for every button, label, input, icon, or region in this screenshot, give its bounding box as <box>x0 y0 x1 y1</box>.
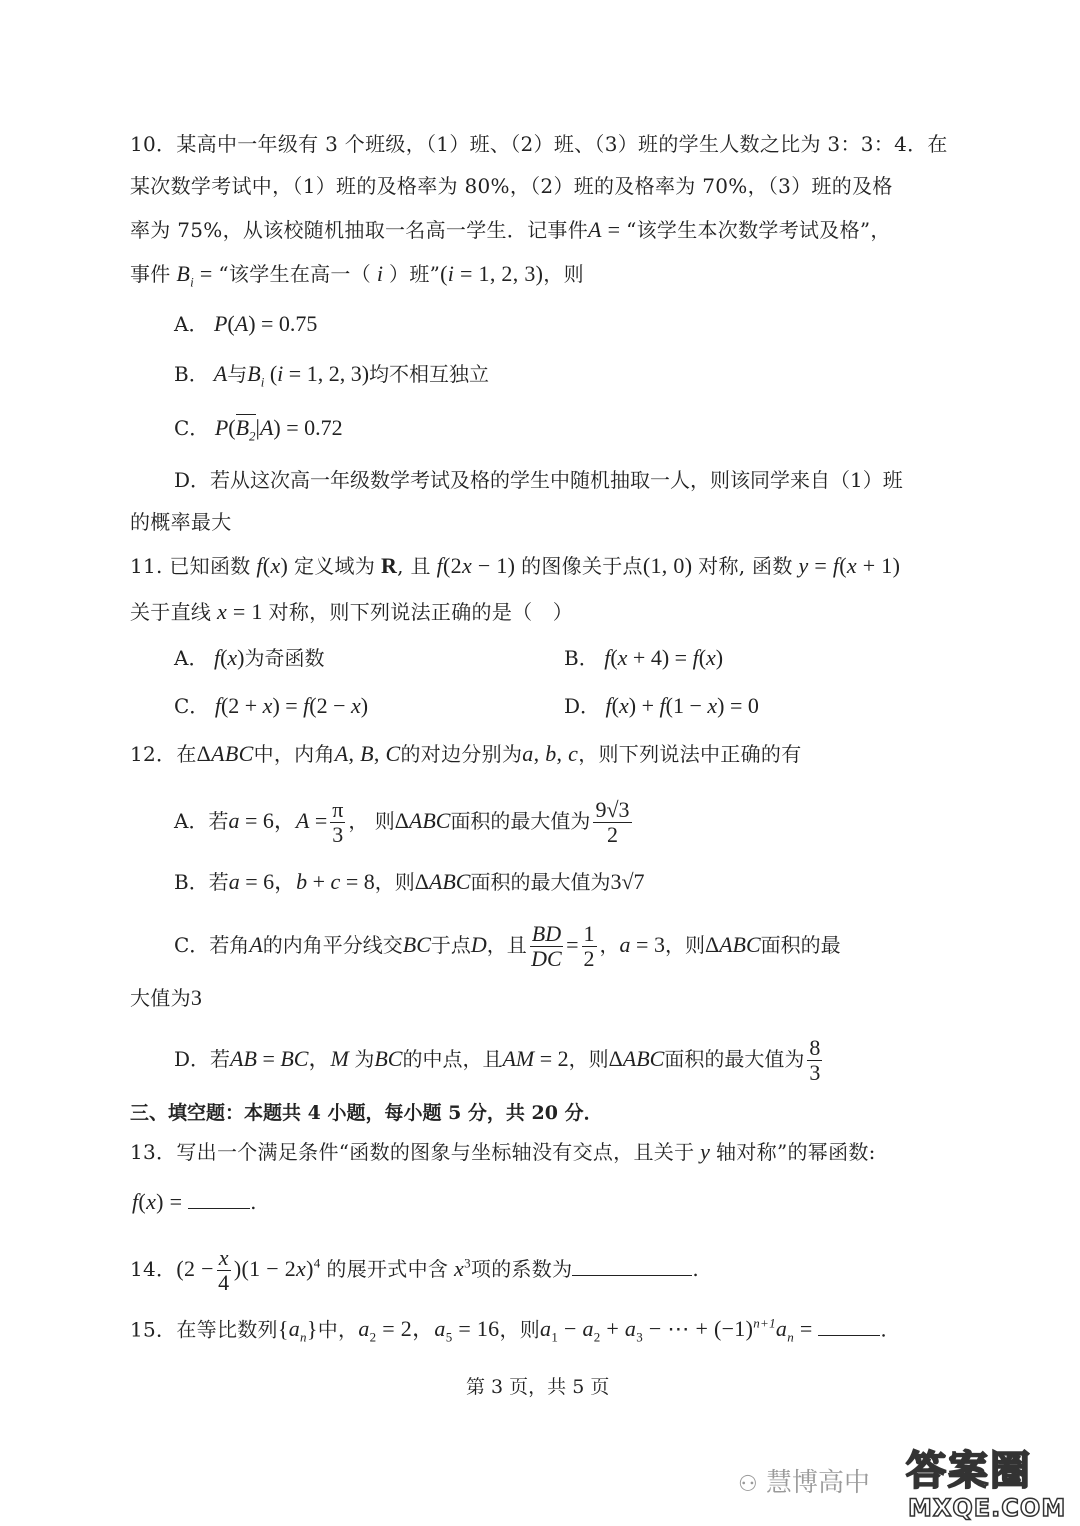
q12-option-d: D．若AB = BC，M 为BC的中点，且AM = 2，则ΔABC面积的最大值为 $\frac{8}{3}$ <box>174 1035 821 1085</box>
q10-option-d: D．若从这次高一年级数学考试及格的学生中随机抽取一人，则该同学来自（1）班 <box>174 468 903 492</box>
q12-option-a: A．若a = 6，A = $\frac{\pi}{3}$ ， 则ΔABC面积的最大值为 $\frac{9√3}{2}$ <box>174 797 630 847</box>
q11-option-b: B． f(x + 4) = f(x) <box>564 645 724 670</box>
section-heading: 三、填空题：本题共 4 小题，每小题 5 分，共 20 分． <box>130 1102 603 1124</box>
q10-line1: 10．某高中一年级有 3 个班级，（1）班、（2）班、（3）班的学生人数之比为 3：3：4．在 <box>130 132 948 156</box>
q11-line1: 11. 已知函数 f(x) 定义域为 R, 且 f(2x − 1) 的图像关于点(1, 0) 对称, 函数 y = f(x + 1) <box>130 553 901 578</box>
q11-line2: 关于直线 x = 1 对称，则下列说法正确的是（ ） <box>130 599 574 624</box>
q10-line3: 率为 75%，从该校随机抽取一名高一学生．记事件A = “该学生本次数学考试及格”， <box>130 217 891 242</box>
q13-answer-blank[interactable] <box>188 1188 250 1209</box>
wechat-icon: ⚇ <box>738 1472 758 1497</box>
q12-line1: 12．在ΔABC中，内角A, B, C的对边分别为a, b, c，则下列说法中正确的有 <box>130 741 802 766</box>
q10-line4: 事件 $B_i$ = “该学生在高一（ i ）班”(i = 1, 2, 3)，则 <box>130 261 584 290</box>
q11-option-c: C． f(2 + x) = f(2 − x) <box>174 693 369 718</box>
q12-option-c-cont: 大值为3 <box>130 985 203 1010</box>
q13-line1: 13．写出一个满足条件“函数的图象与坐标轴没有交点，且关于 y 轴对称”的幂函数: <box>130 1139 876 1164</box>
watermark-logo: 答案圈 MXQE.COM <box>906 1448 1067 1522</box>
q10-option-c: C． $P(B_2|A) = 0.72$ <box>174 415 343 444</box>
q10-line2: 某次数学考试中，（1）班的及格率为 80%，（2）班的及格率为 70%，（3）班的及格 <box>130 174 893 198</box>
q10-option-a: A． P(A) = 0.75 <box>174 311 318 336</box>
q10-option-b: B． A与$B_i$ (i = 1, 2, 3)均不相互独立 <box>174 361 490 390</box>
q15-line: 15．在等比数列$\{a_n\}$中，$a_2 = 2$，$a_5 = 16$，则$a_1 - a_2 + a_3$ − ⋯ + $(-1)^{n+1}a_n$ = . <box>130 1316 888 1345</box>
q15-answer-blank[interactable] <box>818 1315 880 1336</box>
q12-option-c: C．若角A的内角平分线交BC于点D，且 $\frac{BD}{DC}$ = $\frac{1}{2}$ ，a = 3，则ΔABC面积的最 <box>174 921 841 971</box>
watermark-left: ⚇ 慧博高中 <box>738 1468 871 1498</box>
page-footer: 第 3 页，共 5 页 <box>466 1376 610 1398</box>
q11-option-a: A． f(x)为奇函数 <box>174 645 325 670</box>
q14-line: 14．(2 − $\frac{x}{4}$ )$(1 - 2x)^4$ 的展开式中含 $x^3$项的系数为 . <box>130 1245 700 1295</box>
q12-option-b: B．若a = 6，b + c = 8，则ΔABC面积的最大值为3√7 <box>174 869 645 894</box>
q13-line2: f(x) = . <box>132 1189 257 1214</box>
q14-answer-blank[interactable] <box>572 1255 692 1276</box>
q11-option-d: D． f(x) + f(1 − x) = 0 <box>564 693 759 718</box>
q10-option-d-cont: 的概率最大 <box>130 510 232 534</box>
